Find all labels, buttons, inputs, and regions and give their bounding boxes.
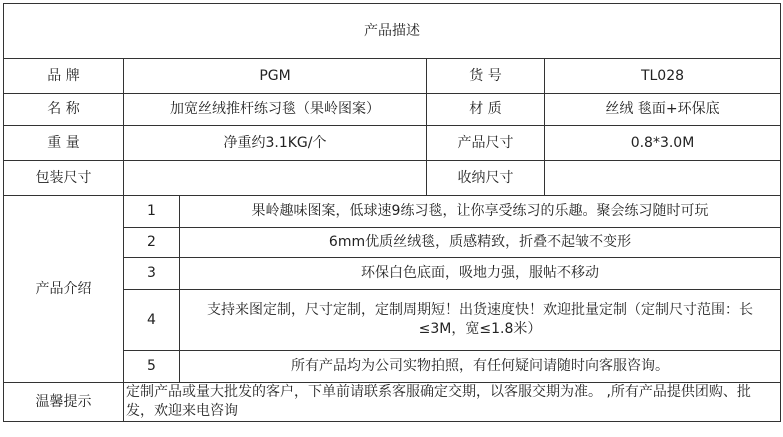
brand-label: 品 牌	[4, 59, 124, 94]
intro-item-number: 4	[124, 290, 180, 351]
tips-label: 温馨提示	[4, 383, 124, 422]
weight-value: 净重约3.1KG/个	[124, 126, 427, 161]
item-no-label: 货 号	[427, 59, 545, 94]
intro-item-number: 2	[124, 228, 180, 258]
size-label: 产品尺寸	[427, 126, 545, 161]
intro-item-text: 环保白色底面，吸地力强，服帖不移动	[180, 258, 781, 290]
table-title: 产品描述	[4, 4, 781, 59]
intro-item-text: 所有产品均为公司实物拍照，有任何疑问请随时向客服咨询。	[180, 351, 781, 383]
name-label: 名 称	[4, 94, 124, 126]
material-label: 材 质	[427, 94, 545, 126]
brand-value: PGM	[124, 59, 427, 94]
intro-item-number: 1	[124, 196, 180, 228]
intro-item-number: 3	[124, 258, 180, 290]
product-table	[3, 3, 781, 422]
intro-item-text: 果岭趣味图案，低球速9练习毯，让你享受练习的乐趣。聚会练习随时可玩	[180, 196, 781, 228]
material-value: 丝绒 毯面+环保底	[545, 94, 781, 126]
package-size-label: 包装尺寸	[4, 161, 124, 196]
intro-item-text: 支持来图定制，尺寸定制，定制周期短！出货速度快！欢迎批量定制（定制尺寸范围：长≤3M，宽≤1.8米）	[180, 290, 781, 351]
size-value: 0.8*3.0M	[545, 126, 781, 161]
intro-label: 产品介绍	[4, 196, 124, 383]
intro-item-number: 5	[124, 351, 180, 383]
package-size-value	[124, 161, 427, 196]
name-value: 加宽丝绒推杆练习毯（果岭图案）	[124, 94, 427, 126]
tips-text: 定制产品或量大批发的客户，下单前请联系客服确定交期，以客服交期为准。 ,所有产品提供团购、批发，欢迎来电咨询	[124, 383, 781, 422]
intro-item-text: 6mm优质丝绒毯，质感精致，折叠不起皱不变形	[180, 228, 781, 258]
weight-label: 重 量	[4, 126, 124, 161]
storage-size-value	[545, 161, 781, 196]
storage-size-label: 收纳尺寸	[427, 161, 545, 196]
item-no-value: TL028	[545, 59, 781, 94]
